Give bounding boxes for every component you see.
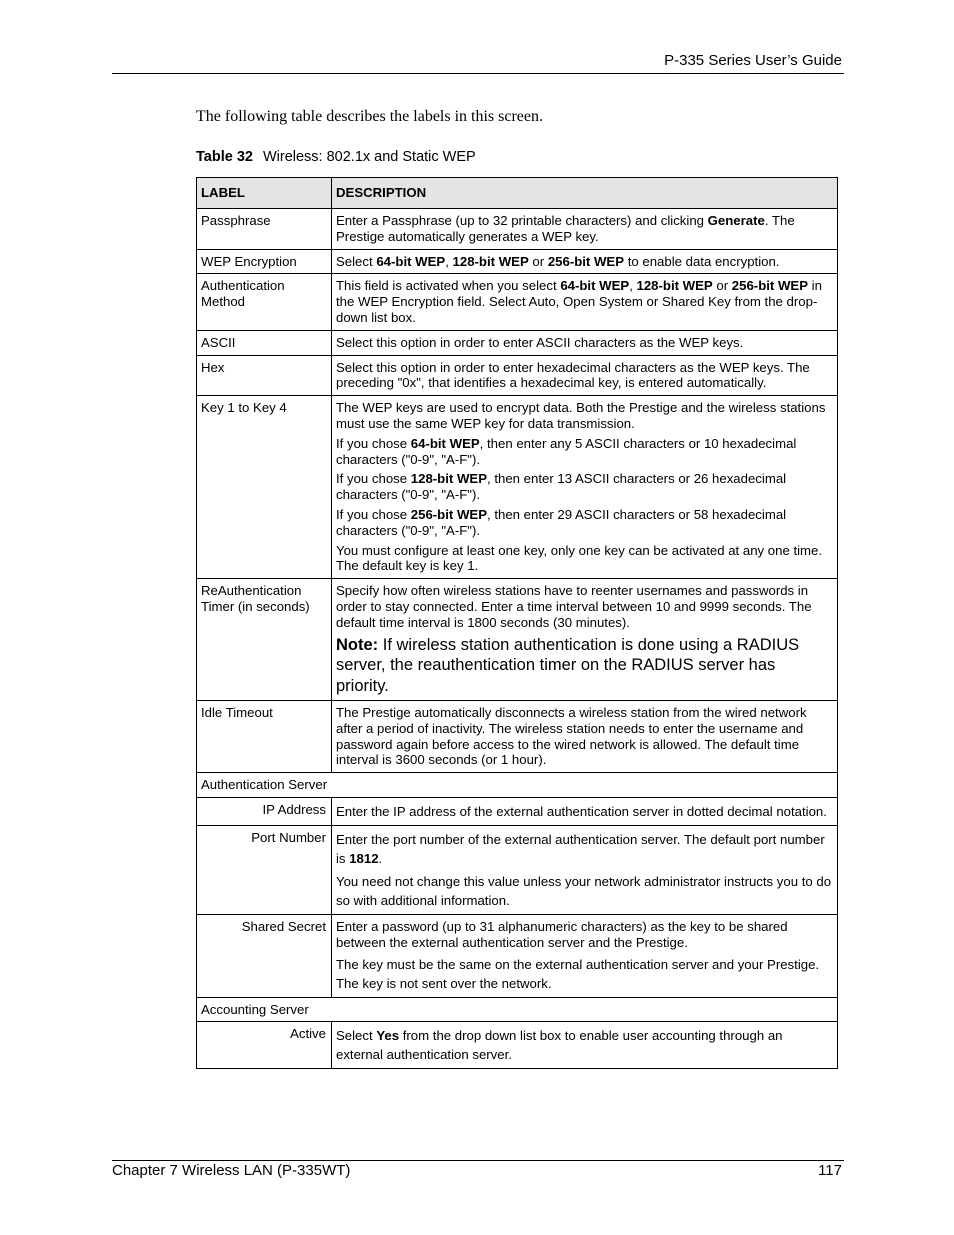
table-row [197, 355, 838, 396]
col-header-description: DESCRIPTION [332, 178, 838, 209]
note: Note: If wireless station authentication is done using a RADIUS server, the reauthentication timer on the RADIUS server has priority. [336, 635, 800, 695]
table-title: Wireless: 802.1x and Static WEP [262, 149, 476, 165]
row-label: WEP Encryption [197, 249, 332, 274]
table-caption [196, 149, 476, 165]
table-row [197, 330, 838, 355]
row-description: Enter a password (up to 31 alphanumeric characters) as the key to be shared between the external authentication server and the Prestige. The key must be the same on the external authentication server and your Prestige. The key is not sent over the network. [332, 915, 838, 998]
row-label: ASCII [197, 330, 332, 355]
row-description: Specify how often wireless stations have to reenter usernames and passwords in order to stay connected. Enter a time interval between 10 and 9999 seconds. The default time interval is 1800 seconds (30 minutes). Note: If wireless station authentication is done using a RADIUS server, the reauthentication timer on the RADIUS server has priority. [332, 579, 838, 701]
row-label: Key 1 to Key 4 [197, 396, 332, 579]
row-label: IP Address [197, 798, 332, 826]
intro-text: The following table describes the labels in this screen. [196, 108, 544, 125]
table-row [197, 396, 838, 579]
table-row [197, 826, 838, 915]
row-description: Enter the port number of the external authentication server. The default port number is 1812. You need not change this value unless your network administrator instructs you to do so with additional information. [332, 826, 838, 915]
table-row [197, 249, 838, 274]
table-row [197, 274, 838, 330]
section-label: Accounting Server [197, 997, 838, 1022]
table-row [197, 209, 838, 250]
row-description: Select this option in order to enter ASCII characters as the WEP keys. [332, 330, 838, 355]
table-row [197, 915, 838, 998]
row-label: Shared Secret [197, 915, 332, 998]
row-description: Select 64-bit WEP, 128-bit WEP or 256-bit WEP to enable data encryption. [332, 249, 838, 274]
table-row [197, 579, 838, 701]
section-row [197, 773, 838, 798]
row-description: Enter the IP address of the external authentication server in dotted decimal notation. [332, 798, 838, 826]
row-label: Authentication Method [197, 274, 332, 330]
row-label: Passphrase [197, 209, 332, 250]
table-row [197, 798, 838, 826]
table-row [197, 701, 838, 773]
section-row [197, 997, 838, 1022]
table-row [197, 1022, 838, 1069]
row-description: Select Yes from the drop down list box to enable user accounting through an external authentication server. [332, 1022, 838, 1069]
section-label: Authentication Server [197, 773, 838, 798]
header-rule [112, 73, 844, 74]
chapter-footer: Chapter 7 Wireless LAN (P-335WT) [112, 1162, 351, 1179]
table-header-row [197, 178, 838, 209]
row-description: This field is activated when you select 64-bit WEP, 128-bit WEP or 256-bit WEP in the WEP Encryption field. Select Auto, Open System or Shared Key from the drop-down list box. [332, 274, 838, 330]
labels-table [196, 177, 838, 1069]
row-label: Port Number [197, 826, 332, 915]
row-label: Idle Timeout [197, 701, 332, 773]
page-number: 117 [818, 1162, 842, 1179]
row-description: The WEP keys are used to encrypt data. Both the Prestige and the wireless stations must use the same WEP key for data transmission. If you chose 64-bit WEP, then enter any 5 ASCII characters or 10 hexadecimal characters ("0-9", "A-F"). If you chose 128-bit WEP, then enter 13 ASCII characters or 26 hexadecimal characters ("0-9", "A-F"). If you chose 256-bit WEP, then enter 29 ASCII characters or 58 hexadecimal characters ("0-9", "A-F"). You must configure at least one key, only one key can be activated at any one time. The default key is key 1. [332, 396, 838, 579]
col-header-label: LABEL [197, 178, 332, 209]
row-label: Hex [197, 355, 332, 396]
table-number: Table 32 [196, 149, 253, 165]
running-header: P-335 Series User’s Guide [664, 52, 842, 69]
row-label: Active [197, 1022, 332, 1069]
footer-rule [112, 1160, 844, 1161]
row-description: The Prestige automatically disconnects a wireless station from the wired network after a period of inactivity. The wireless station needs to enter the username and password again before access to the wired network is allowed. The default time interval is 3600 seconds (or 1 hour). [332, 701, 838, 773]
row-description: Select this option in order to enter hexadecimal characters as the WEP keys. The preceding "0x", that identifies a hexadecimal key, is entered automatically. [332, 355, 838, 396]
row-label: ReAuthentication Timer (in seconds) [197, 579, 332, 701]
row-description: Enter a Passphrase (up to 32 printable characters) and clicking Generate. The Prestige automatically generates a WEP key. [332, 209, 838, 250]
